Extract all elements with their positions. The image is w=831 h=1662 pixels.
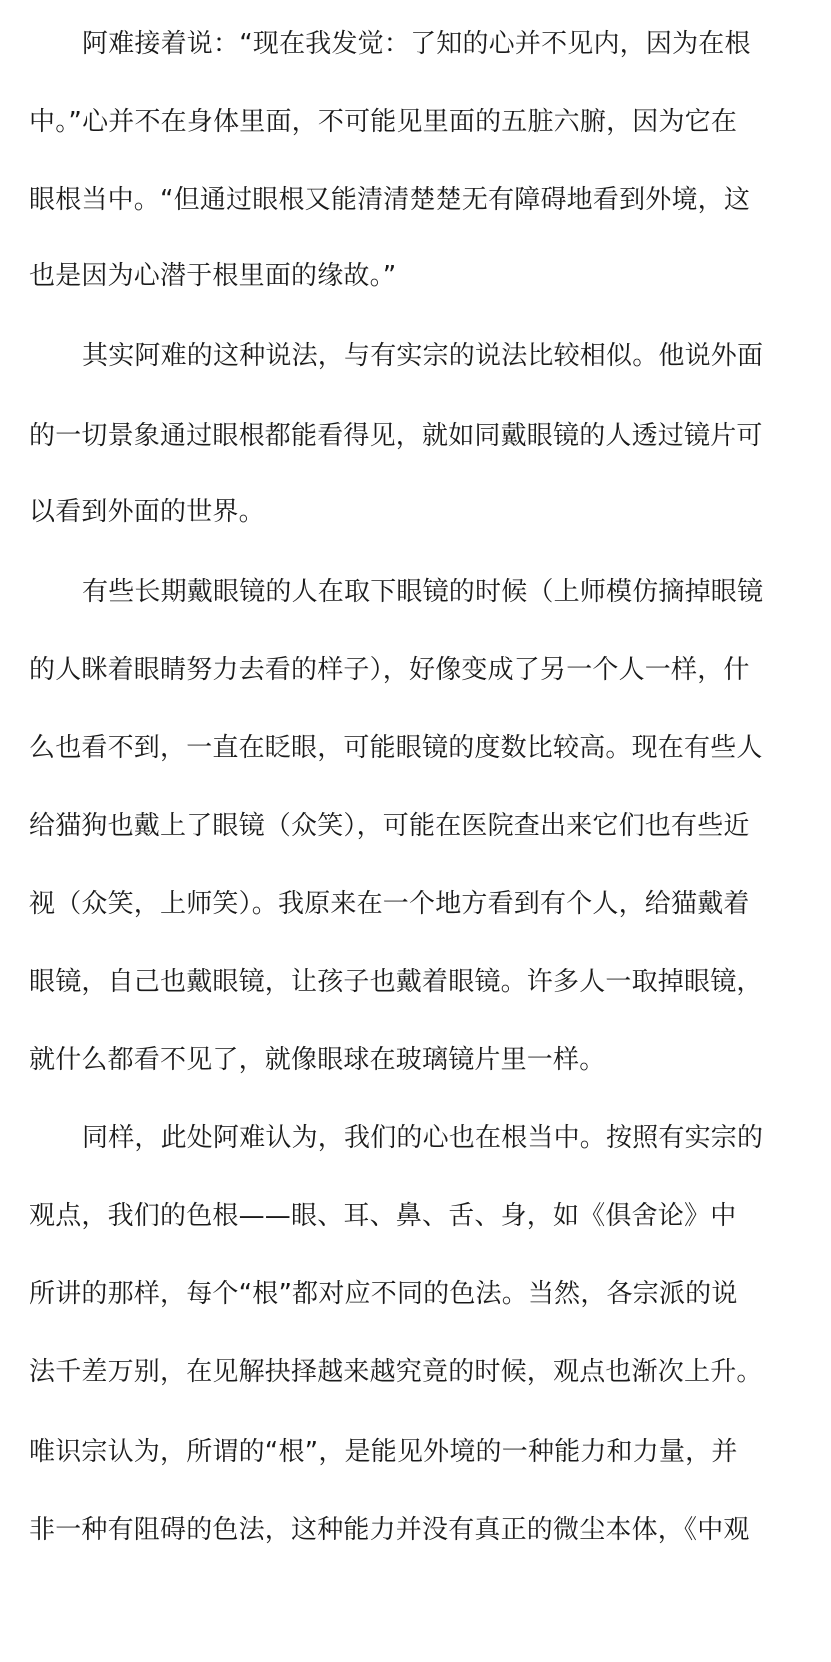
- paragraph-2-line-1: 其实阿难的这种说法，与有实宗的说法比较相似。他说外面: [82, 341, 764, 371]
- paragraph-3-line-2: 的人眯着眼睛努力去看的样子），好像变成了另一个人一样，什: [29, 655, 750, 685]
- paragraph-4-line-2: 观点，我们的色根——眼、耳、鼻、舌、身，如《俱舍论》中: [29, 1201, 737, 1231]
- paragraph-1-line-2: 中。”心并不在身体里面，不可能见里面的五脏六腑，因为它在: [29, 107, 738, 137]
- paragraph-2-line-2: 的一切景象通过眼根都能看得见，就如同戴眼镜的人透过镜片可: [29, 421, 763, 451]
- paragraph-1-line-1: 阿难接着说：“现在我发觉：了知的心并不见内，因为在根: [82, 29, 751, 59]
- paragraph-4-line-6: 非一种有阻碍的色法，这种能力并没有真正的微尘本体，《中观: [29, 1515, 750, 1545]
- paragraph-3-line-4: 给猫狗也戴上了眼镜（众笑），可能在医院查出来它们也有些近: [29, 811, 750, 841]
- paragraph-1-line-4: 也是因为心潜于根里面的缘故。”: [29, 261, 397, 291]
- paragraph-3-line-1: 有些长期戴眼镜的人在取下眼镜的时候（上师模仿摘掉眼镜: [82, 577, 764, 607]
- paragraph-4-line-5: 唯识宗认为，所谓的“根”，是能见外境的一种能力和力量，并: [29, 1437, 738, 1467]
- paragraph-3-line-3: 么也看不到，一直在眨眼，可能眼镜的度数比较高。现在有些人: [29, 733, 763, 763]
- paragraph-4-line-4: 法千差万别，在见解抉择越来越究竟的时候，观点也渐次上升。: [29, 1357, 763, 1387]
- paragraph-2-line-3: 以看到外面的世界。: [29, 497, 265, 527]
- paragraph-4-line-3: 所讲的那样，每个“根”都对应不同的色法。当然，各宗派的说: [29, 1279, 738, 1309]
- paragraph-3-line-6: 眼镜，自己也戴眼镜，让孩子也戴着眼镜。许多人一取掉眼镜，: [29, 967, 763, 997]
- paragraph-3-line-5: 视（众笑，上师笑）。我原来在一个地方看到有个人，给猫戴着: [29, 889, 750, 919]
- paragraph-3-line-7: 就什么都看不见了，就像眼球在玻璃镜片里一样。: [29, 1045, 606, 1075]
- paragraph-4-line-1: 同样，此处阿难认为，我们的心也在根当中。按照有实宗的: [82, 1123, 764, 1153]
- paragraph-1-line-3: 眼根当中。“但通过眼根又能清清楚楚无有障碍地看到外境，这: [29, 185, 751, 215]
